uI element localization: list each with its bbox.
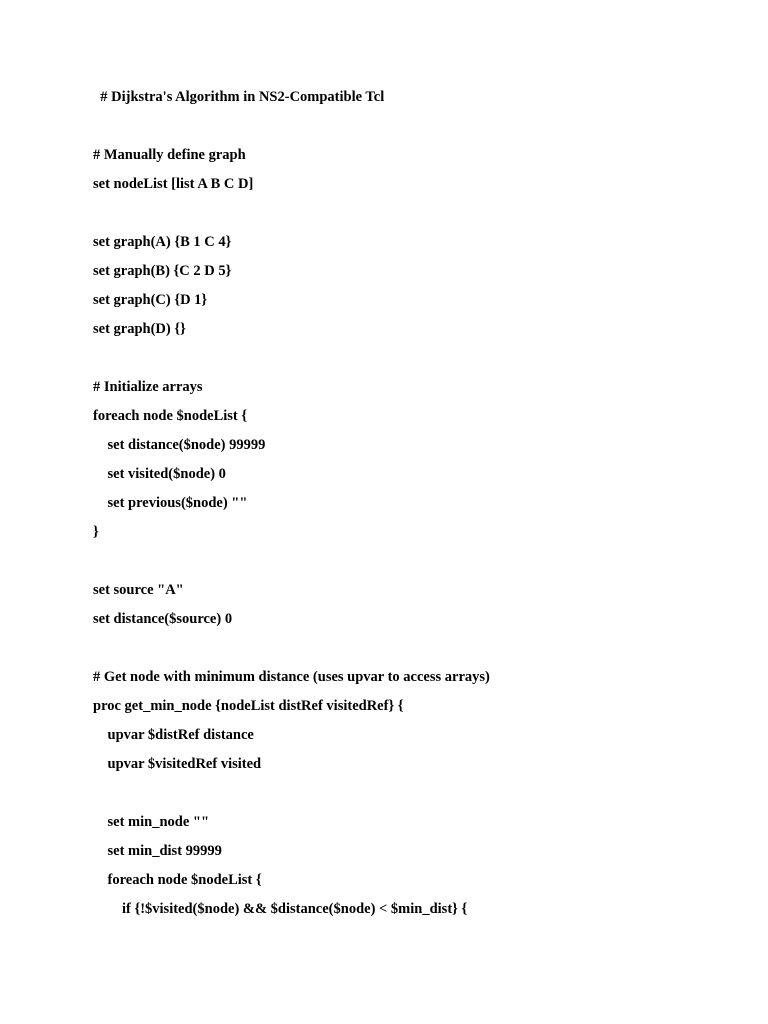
code-line: set graph(C) {D 1} <box>93 292 208 308</box>
code-line: # Dijkstra's Algorithm in NS2-Compatible Tcl <box>93 89 385 105</box>
code-line: set graph(A) {B 1 C 4} <box>93 234 232 250</box>
code-line: set min_node "" <box>93 814 209 830</box>
code-line: set graph(B) {C 2 D 5} <box>93 263 232 279</box>
code-line: proc get_min_node {nodeList distRef visitedRef} { <box>93 698 404 714</box>
code-line: if {!$visited($node) && $distance($node) < $min_dist} { <box>93 901 468 917</box>
code-line: set source "A" <box>93 582 184 598</box>
code-line <box>93 780 490 809</box>
code-line: foreach node $nodeList { <box>93 408 248 424</box>
code-line <box>93 548 490 577</box>
code-line: set previous($node) "" <box>93 495 248 511</box>
code-line <box>93 345 490 374</box>
code-listing <box>93 84 490 925</box>
code-line: set distance($source) 0 <box>93 611 233 627</box>
code-line: } <box>93 524 99 540</box>
code-line: set nodeList [list A B C D] <box>93 176 254 192</box>
code-line <box>93 113 490 142</box>
code-line <box>93 635 490 664</box>
code-line: # Initialize arrays <box>93 379 203 395</box>
code-line: upvar $distRef distance <box>93 727 254 743</box>
code-line <box>93 200 490 229</box>
code-line: upvar $visitedRef visited <box>93 756 262 772</box>
code-line: set distance($node) 99999 <box>93 437 266 453</box>
code-line: set visited($node) 0 <box>93 466 226 482</box>
code-line: foreach node $nodeList { <box>93 872 262 888</box>
code-line: set graph(D) {} <box>93 321 186 337</box>
code-line: # Get node with minimum distance (uses upvar to access arrays) <box>93 669 490 685</box>
code-line: set min_dist 99999 <box>93 843 222 859</box>
code-line: # Manually define graph <box>93 147 246 163</box>
